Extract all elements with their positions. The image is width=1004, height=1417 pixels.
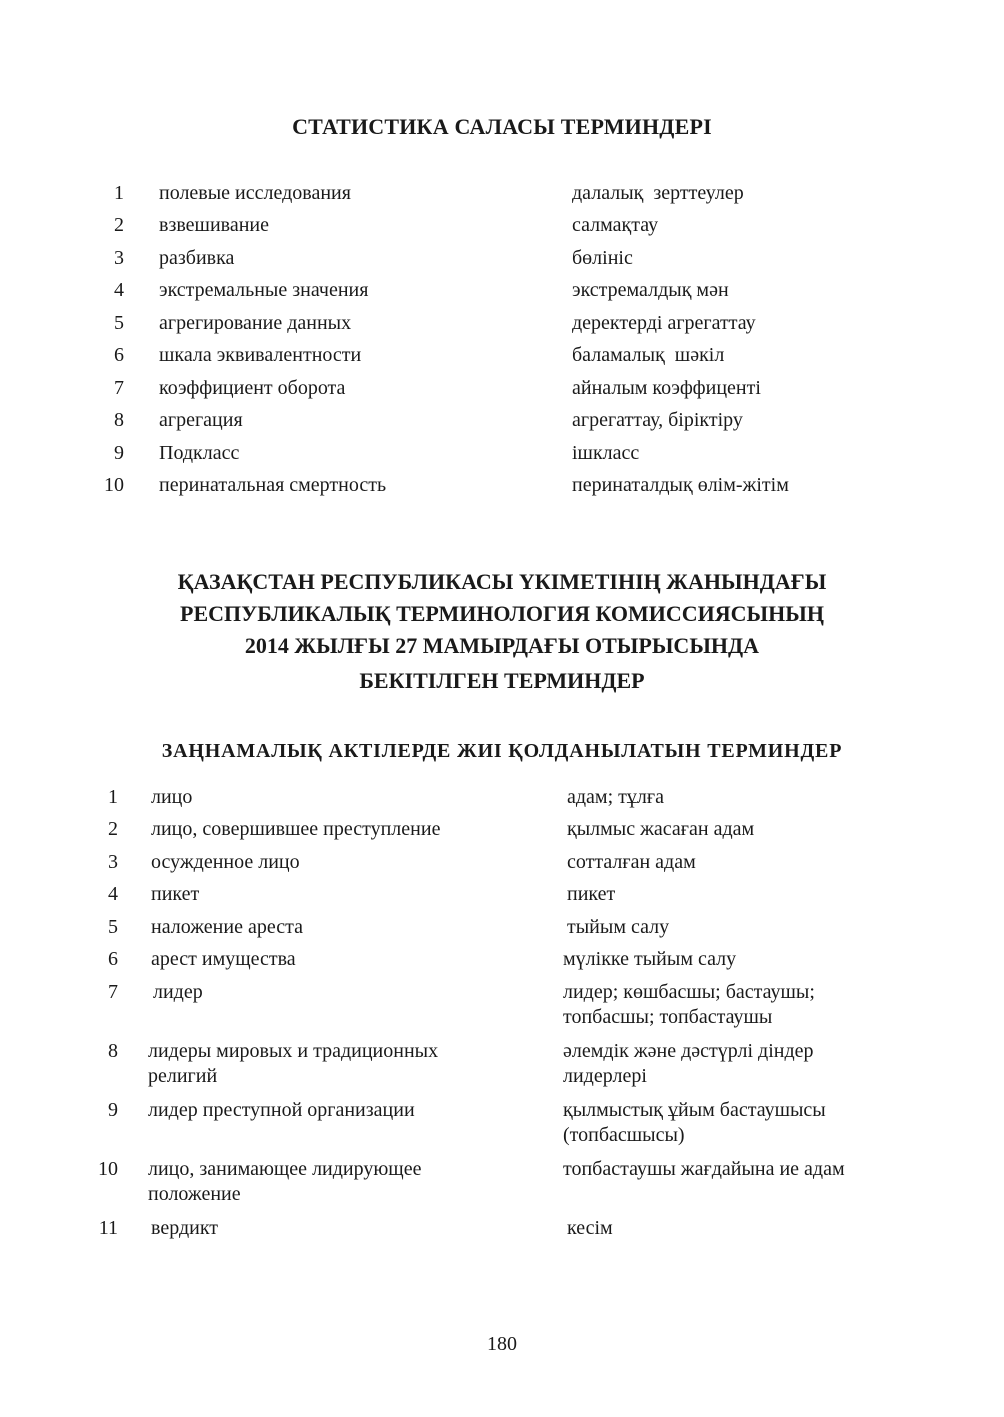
- term-kazakh: әлемдік және дәстүрлі діндер: [563, 1040, 814, 1062]
- section-title: СТАТИСТИКА САЛАСЫ ТЕРМИНДЕРІ: [292, 114, 712, 139]
- page-number: 180: [487, 1333, 517, 1355]
- term-kazakh: қылмыстық ұйым бастаушысы: [563, 1099, 826, 1121]
- term-russian: лидеры мировых и традиционных: [148, 1040, 439, 1062]
- term-russian: наложение ареста: [151, 916, 303, 938]
- row-number: 8: [108, 1040, 118, 1062]
- row-number: 3: [114, 247, 124, 269]
- term-russian: лицо: [151, 786, 193, 808]
- term-russian: лицо, совершившее преступление: [151, 818, 441, 840]
- row-number: 5: [114, 312, 124, 334]
- row-number: 6: [108, 948, 118, 970]
- term-kazakh: сотталған адам: [567, 851, 696, 873]
- term-kazakh: деректерді агрегаттау: [572, 312, 756, 334]
- row-number: 1: [114, 182, 124, 204]
- term-russian: лидер: [153, 981, 203, 1003]
- term-russian: полевые исследования: [159, 182, 351, 204]
- term-kazakh: баламалық шәкіл: [572, 344, 725, 366]
- term-kazakh: лидерлері: [563, 1065, 647, 1087]
- term-kazakh: пикет: [567, 883, 616, 905]
- term-kazakh: кесім: [567, 1217, 613, 1239]
- term-kazakh: лидер; көшбасшы; бастаушы;: [563, 981, 815, 1003]
- term-russian: шкала эквивалентности: [159, 344, 362, 366]
- row-number: 8: [114, 409, 124, 431]
- row-number: 10: [104, 474, 124, 496]
- term-kazakh: тыйым салу: [567, 916, 670, 938]
- term-kazakh: ішкласс: [572, 442, 640, 464]
- heading-line: 2014 ЖЫЛҒЫ 27 МАМЫРДАҒЫ ОТЫРЫСЫНДА: [244, 633, 760, 658]
- term-kazakh: айналым коэффиценті: [572, 377, 761, 399]
- row-number: 2: [108, 818, 118, 840]
- term-russian: лицо, занимающее лидирующее: [148, 1158, 422, 1180]
- term-russian: агрегирование данных: [159, 312, 352, 334]
- row-number: 9: [114, 442, 124, 464]
- term-russian: вердикт: [151, 1217, 219, 1239]
- section-subtitle: ЗАҢНАМАЛЫҚ АКТІЛЕРДЕ ЖИІ ҚОЛДАНЫЛАТЫН ТЕРМИНДЕР: [161, 740, 843, 762]
- row-number: 4: [108, 883, 118, 905]
- term-russian: лидер преступной организации: [148, 1099, 415, 1121]
- term-russian: перинатальная смертность: [159, 474, 387, 496]
- term-russian: коэффициент оборота: [159, 377, 346, 399]
- term-russian: осужденное лицо: [151, 851, 300, 873]
- approval-heading: [0, 566, 1004, 697]
- term-kazakh: қылмыс жасаған адам: [567, 818, 755, 840]
- term-kazakh: экстремалдық мән: [572, 279, 729, 301]
- term-russian: пикет: [151, 883, 200, 905]
- row-number: 4: [114, 279, 124, 301]
- row-number: 7: [108, 981, 118, 1003]
- row-number: 7: [114, 377, 124, 399]
- row-number: 5: [108, 916, 118, 938]
- term-russian: Подкласс: [159, 442, 240, 464]
- row-number: 9: [108, 1099, 118, 1121]
- term-kazakh: салмақтау: [572, 214, 659, 236]
- term-kazakh: агрегаттау, біріктіру: [572, 409, 743, 431]
- row-number: 2: [114, 214, 124, 236]
- term-kazakh: мүлікке тыйым салу: [563, 948, 737, 970]
- term-kazakh: адам; тұлға: [567, 786, 664, 808]
- row-number: 11: [98, 1217, 118, 1239]
- term-kazakh: бөлініс: [572, 247, 633, 269]
- term-russian: положение: [148, 1183, 241, 1205]
- row-number: 10: [98, 1158, 118, 1180]
- term-russian: религий: [148, 1065, 218, 1087]
- term-russian: арест имущества: [151, 948, 296, 970]
- heading-line: БЕКІТІЛГЕН ТЕРМИНДЕР: [359, 668, 645, 693]
- heading-line: РЕСПУБЛИКАЛЫҚ ТЕРМИНОЛОГИЯ КОМИССИЯСЫНЫҢ: [180, 601, 824, 626]
- row-number: 3: [108, 851, 118, 873]
- term-kazakh: топбасшы; топбастаушы: [563, 1006, 773, 1028]
- term-kazakh: перинаталдық өлім-жітім: [572, 474, 789, 496]
- term-russian: агрегация: [159, 409, 243, 431]
- term-russian: взвешивание: [159, 214, 269, 236]
- term-kazakh: топбастаушы жағдайына ие адам: [563, 1158, 845, 1180]
- row-number: 6: [114, 344, 124, 366]
- term-kazakh: (топбасшысы): [563, 1124, 685, 1146]
- term-kazakh: далалық зерттеулер: [572, 182, 744, 204]
- heading-line: ҚАЗАҚСТАН РЕСПУБЛИКАСЫ ҮКІМЕТІНІҢ ЖАНЫНДАҒЫ: [177, 569, 827, 594]
- row-number: 1: [108, 786, 118, 808]
- term-russian: экстремальные значения: [159, 279, 369, 301]
- term-russian: разбивка: [159, 247, 235, 269]
